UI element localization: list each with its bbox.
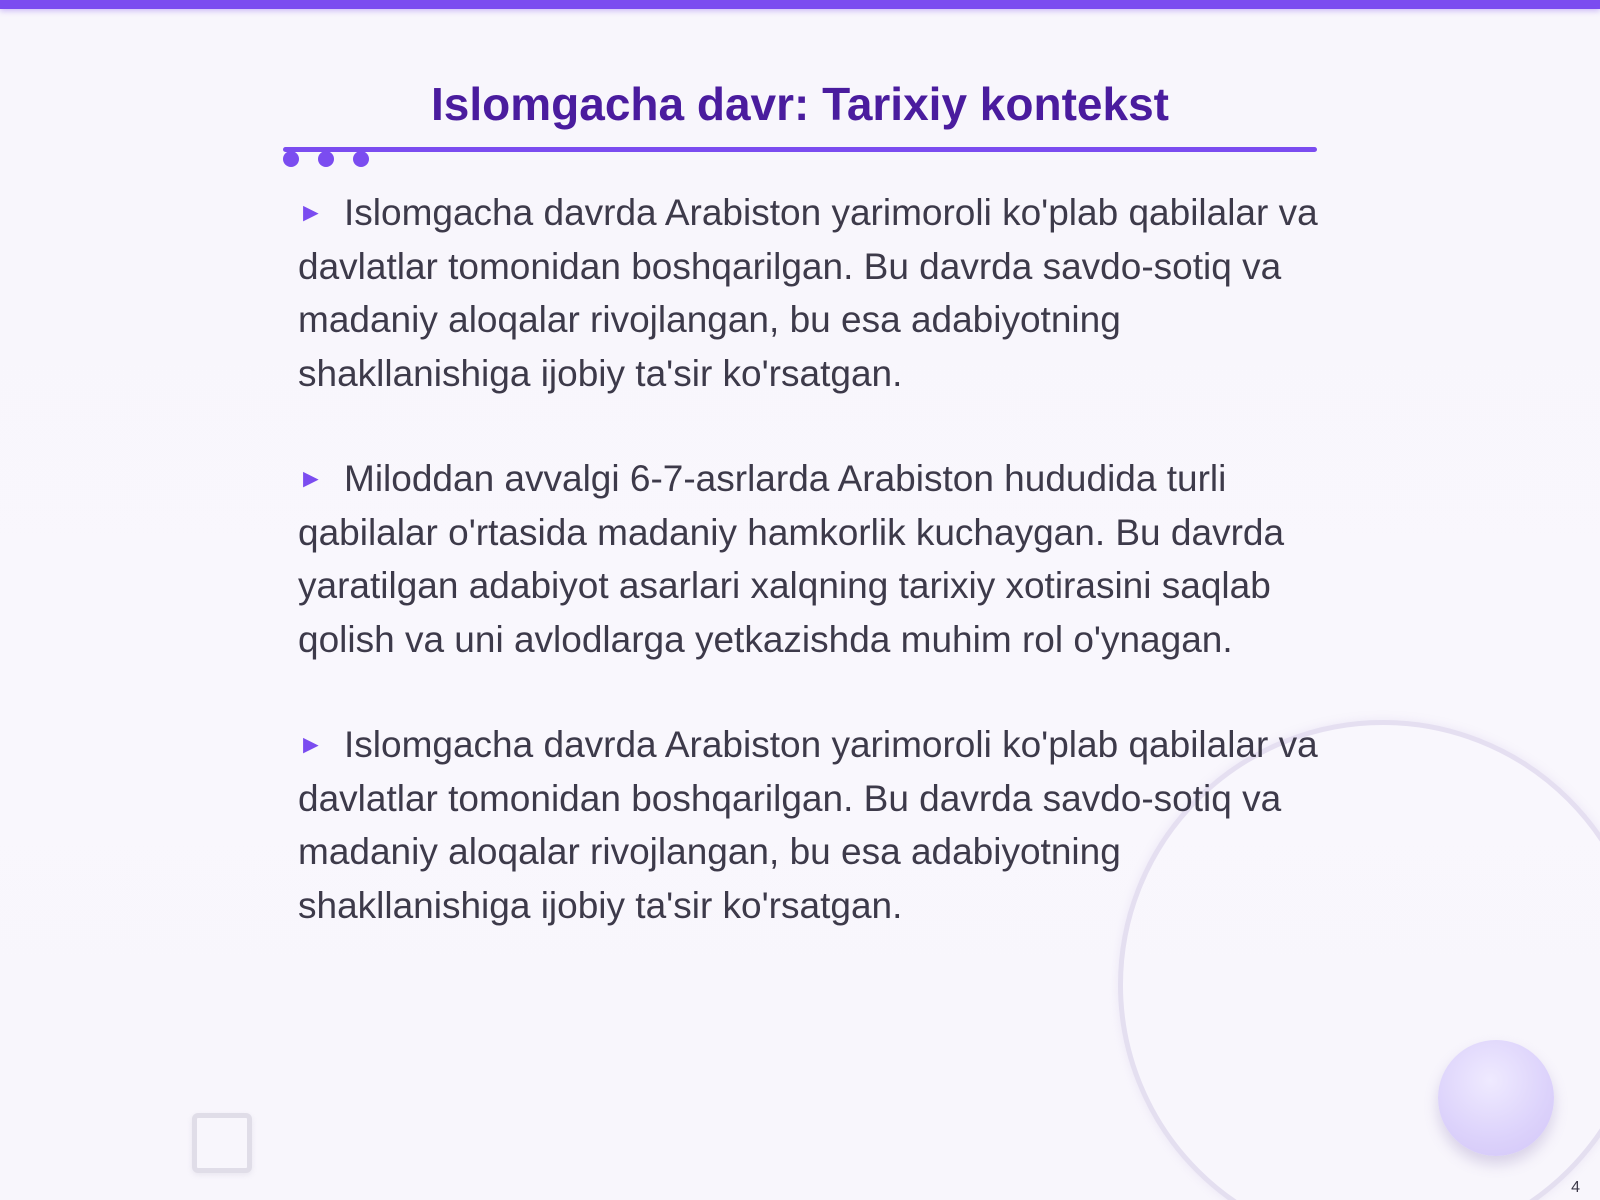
decorative-square [192, 1113, 252, 1173]
bullet-item [298, 186, 1318, 400]
decorative-dot-icon [353, 151, 369, 167]
decorative-dot-icon [318, 151, 334, 167]
triangle-bullet-icon: ► [298, 463, 324, 493]
decorative-bubble [1438, 1040, 1554, 1156]
title-underline [283, 147, 1317, 152]
page-number: 4 [1571, 1179, 1580, 1196]
bullet-text: Islomgacha davrda Arabiston yarimoroli ko'plab qabilalar va davlatlar tomonidan boshqarilgan. Bu davrda savdo-sotiq va madaniy aloqalar rivojlangan, bu esa adabiyotning shakllanishiga ijobiy ta'sir ko'rsatgan. [298, 192, 1318, 394]
bullet-list [298, 186, 1318, 984]
triangle-bullet-icon: ► [298, 729, 324, 759]
bullet-item [298, 452, 1318, 666]
slide-title: Islomgacha davr: Tarixiy kontekst [431, 78, 1169, 130]
bullet-text: Miloddan avvalgi 6-7-asrlarda Arabiston hududida turli qabilalar o'rtasida madaniy hamkorlik kuchaygan. Bu davrda yaratilgan adabiyot asarlari xalqning tarixiy xotirasini saqlab qolish va uni avlodlarga yetkazishda muhim rol o'ynagan. [298, 458, 1285, 660]
top-accent-bar [0, 0, 1600, 9]
decorative-dot-icon [283, 151, 299, 167]
triangle-bullet-icon: ► [298, 197, 324, 227]
bullet-item [298, 718, 1318, 932]
bullet-text: Islomgacha davrda Arabiston yarimoroli ko'plab qabilalar va davlatlar tomonidan boshqarilgan. Bu davrda savdo-sotiq va madaniy aloqalar rivojlangan, bu esa adabiyotning shakllanishiga ijobiy ta'sir ko'rsatgan. [298, 724, 1318, 926]
